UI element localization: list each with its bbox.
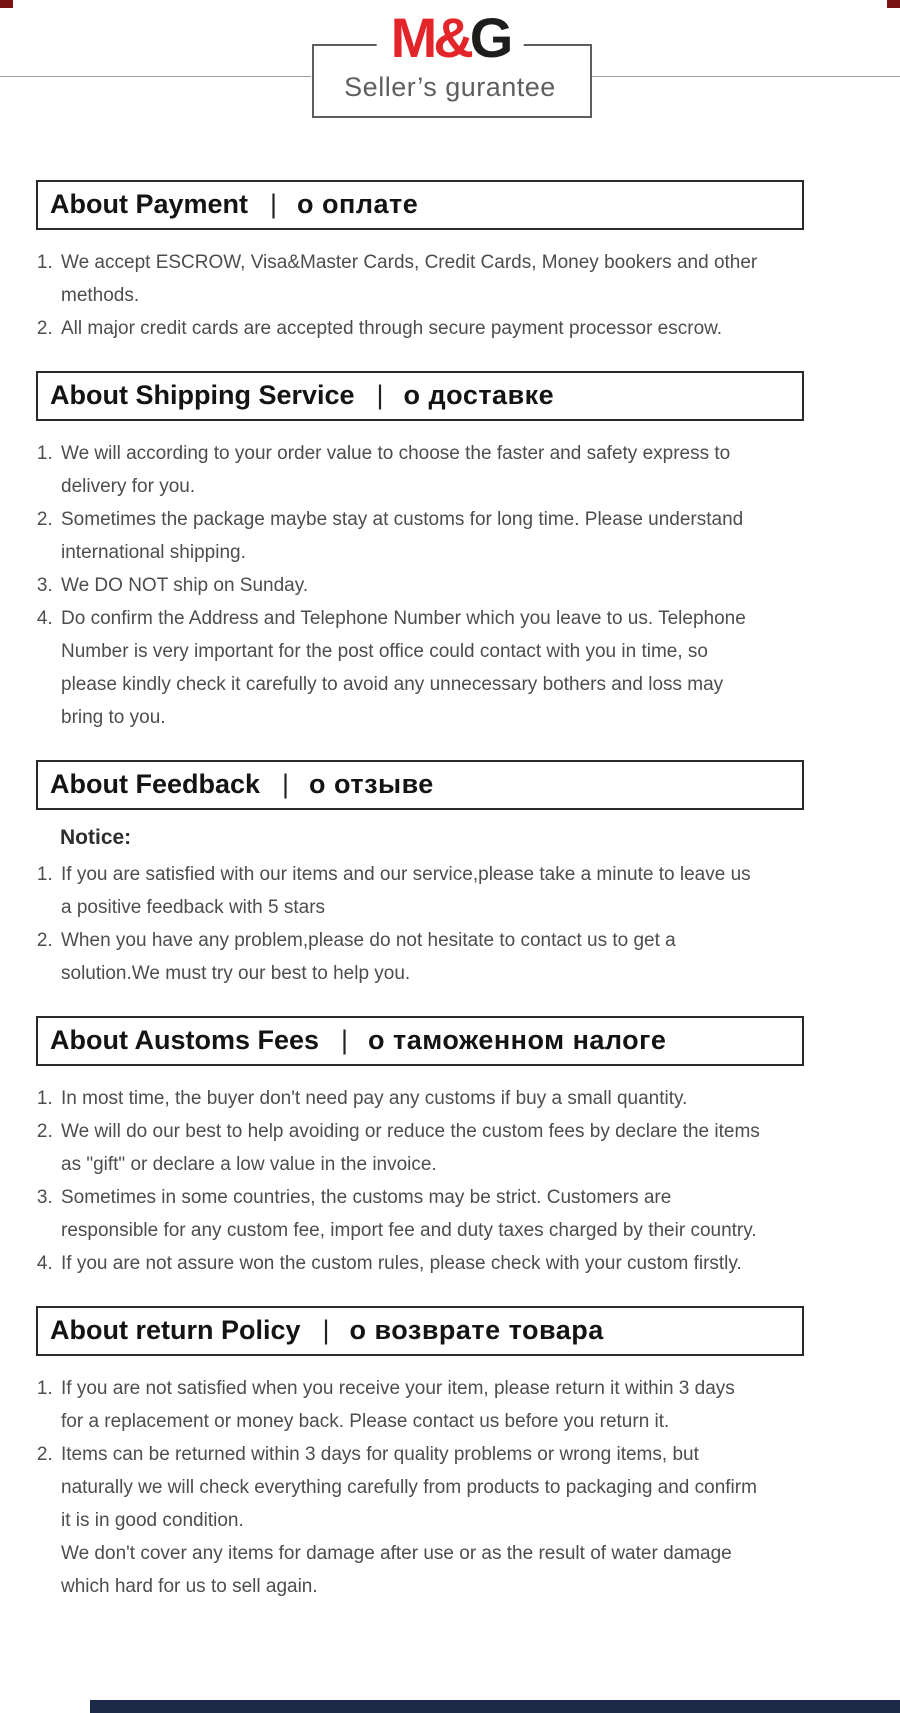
policy-item-note: We don't cover any items for damage after use or as the result of water damage which hard for us to sell again. [61,1543,732,1597]
footer-bar [90,1700,900,1713]
policy-list-shipping [0,437,900,734]
policy-item: 2. Items can be returned within 3 days for quality problems or wrong items, but naturally we will check everything carefully from products to packaging and confirm it is in good condition. We don't cover any items for damage after use or as the result of water damage which hard for us to sell again. [58,1438,761,1603]
section-title-ru: о отзыве [309,769,434,799]
policy-item: 4. If you are not assure won the custom rules, please check with your custom firstly. [58,1247,761,1280]
policy-item: 1. We will according to your order value to choose the faster and safety express to delivery for you. [58,437,761,503]
policy-item: 4. Do confirm the Address and Telephone Number which you leave to us. Telephone Number is very important for the post office could contact with you in time, so please kindly check it carefully to avoid any unnecessary bothers and loss may bring to you. [58,602,761,734]
title-separator: | [376,380,384,410]
notice-label: Notice: [60,826,132,849]
title-separator: | [341,1025,349,1055]
title-separator: | [270,189,278,219]
section-title-en: About Shipping Service [50,380,355,410]
policy-item: 1. If you are not satisfied when you receive your item, please return it within 3 days for a replacement or money back. Please contact us before you return it. [58,1372,761,1438]
policy-sections [0,150,900,1603]
section-title-en: About Payment [50,189,249,219]
policy-list-returns [0,1372,900,1603]
policy-item: 3. Sometimes in some countries, the customs may be strict. Customers are responsible for any custom fee, import fee and duty taxes charged by their country. [58,1181,761,1247]
section-title-ru: о возврате товара [349,1315,604,1345]
section-title-en: About Austoms Fees [50,1025,320,1055]
section-header-feedback [36,760,804,810]
policy-item: 2. When you have any problem,please do not hesitate to contact us to get a solution.We must try our best to help you. [58,924,761,990]
section-title-ru: о таможенном налоге [368,1025,667,1055]
logo-letter-g: G [469,6,510,69]
brand-header [0,0,900,150]
section-title-ru: о оплате [297,189,419,219]
section-header-customs [36,1016,804,1066]
policy-item: 2. All major credit cards are accepted through secure payment processor escrow. [58,312,761,345]
section-title-ru: о доставке [403,380,555,410]
logo-ampersand: & [433,6,470,69]
logo-letter-m: M [390,6,434,69]
brand-tagline: Seller’s gurantee [344,72,556,102]
section-header-returns [36,1306,804,1356]
policy-item: 3. We DO NOT ship on Sunday. [58,569,761,602]
section-title-en: About return Policy [50,1315,301,1345]
policy-item: 1. In most time, the buyer don't need pay any customs if buy a small quantity. [58,1082,761,1115]
section-title-en: About Feedback [50,769,261,799]
policy-item: 1. We accept ESCROW, Visa&Master Cards, Credit Cards, Money bookers and other methods. [58,246,761,312]
mg-logo [377,6,524,69]
policy-item: 1. If you are satisfied with our items and our service,please take a minute to leave us a positive feedback with 5 stars [58,858,761,924]
policy-list-feedback [0,858,900,990]
policy-item: 2. We will do our best to help avoiding or reduce the custom fees by declare the items as "gift" or declare a low value in the invoice. [58,1115,761,1181]
section-header-shipping [36,371,804,421]
policy-list-payment [0,246,900,345]
title-separator: | [322,1315,330,1345]
title-separator: | [282,769,290,799]
section-header-payment [36,180,804,230]
policy-item: 2. Sometimes the package maybe stay at customs for long time. Please understand international shipping. [58,503,761,569]
policy-list-customs [0,1082,900,1280]
